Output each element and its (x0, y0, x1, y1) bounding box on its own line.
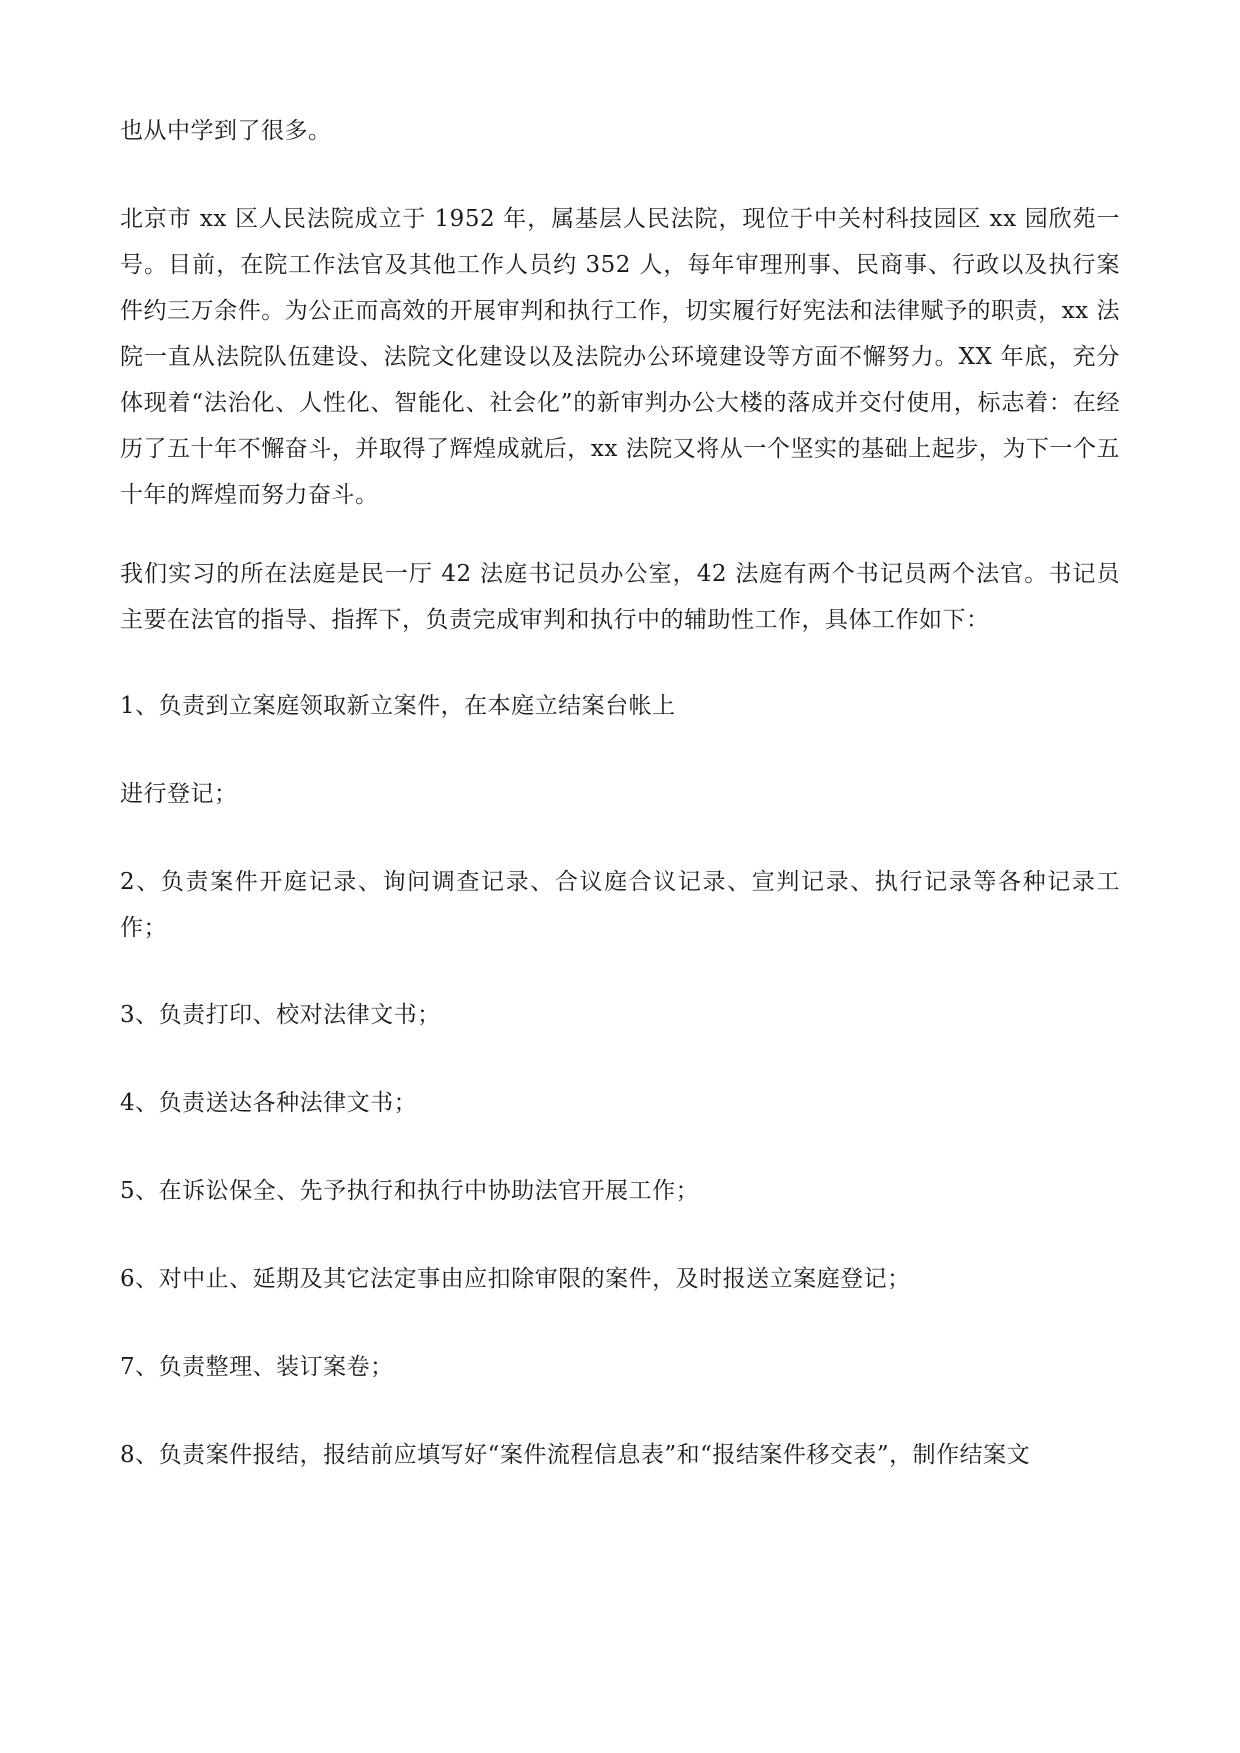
list-item-5: 5、在诉讼保全、先予执行和执行中协助法官开展工作； (120, 1178, 700, 1204)
list-item-3: 3、负责打印、校对法律文书； (120, 1002, 441, 1028)
list-item-2: 2、负责案件开庭记录、询问调查记录、合议庭合议记录、宣判记录、执行记录等各种记录工作； (120, 869, 1120, 941)
list-item-6: 6、对中止、延期及其它法定事由应扣除审限的案件，及时报送立案庭登记； (120, 1266, 911, 1292)
list-item-1b: 进行登记； (120, 781, 238, 807)
paragraph-court-intro: 北京市 xx 区人民法院成立于 1952 年，属基层人民法院，现位于中关村科技园区 xx 园欣苑一号。目前，在院工作法官及其他工作人员约 352 人，每年审理刑事、民商事、行政以及执行案件约三万余件。为公正而高效的开展审判和执行工作，切实履行好宪法和法律赋予的职责，xx 法院一直从法院队伍建设、法院文化建设以及法院办公环境建设等方面不懈努力。XX 年底，充分体现着“法治化、人性化、智能化、社会化”的新审判办公大楼的落成并交付使用，标志着：在经历了五十年不懈奋斗，并取得了辉煌成就后，xx 法院又将从一个坚实的基础上起步，为下一个五十年的辉煌而努力奋斗。 (120, 206, 1120, 508)
paragraph-opening: 也从中学到了很多。 (120, 118, 332, 144)
list-item-8: 8、负责案件报结，报结前应填写好“案件流程信息表”和“报结案件移交表”，制作结案文 (120, 1442, 1031, 1468)
list-item-7: 7、负责整理、装订案卷； (120, 1354, 394, 1380)
list-item-4: 4、负责送达各种法律文书； (120, 1090, 418, 1116)
paragraph-internship: 我们实习的所在法庭是民一厅 42 法庭书记员办公室，42 法庭有两个书记员两个法官。书记员主要在法官的指导、指挥下，负责完成审判和执行中的辅助性工作，具体工作如下： (120, 561, 1120, 633)
list-item-1a: 1、负责到立案庭领取新立案件，在本庭立结案台帐上 (120, 693, 676, 719)
